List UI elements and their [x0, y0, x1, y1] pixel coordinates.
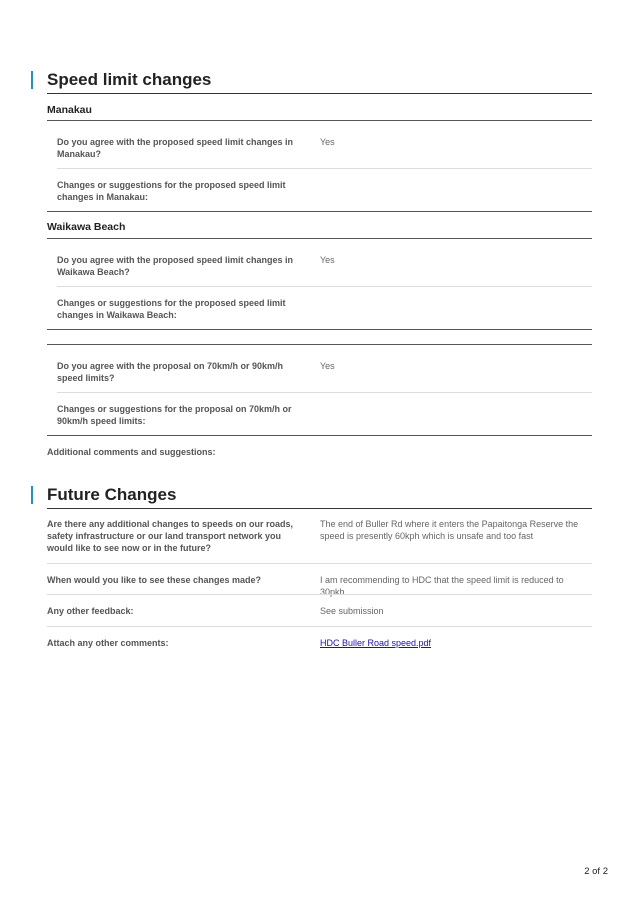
- question-attach-comments: Attach any other comments:: [47, 638, 169, 648]
- row-divider: [47, 626, 592, 627]
- group-rule: [47, 329, 592, 330]
- question-when-changes: When would you like to see these changes made?: [47, 575, 262, 585]
- answer-70-90-agree: Yes: [320, 361, 335, 371]
- section-rule: [47, 508, 592, 509]
- row-divider: [47, 594, 592, 595]
- section-title: Speed limit changes: [47, 70, 212, 89]
- question-other-feedback: Any other feedback:: [47, 606, 134, 616]
- answer-waikawa-agree: Yes: [320, 255, 335, 265]
- question-additional-changes: Are there any additional changes to speeds on our roads, safety infrastructure or our land transport network you would like to see now or in the future?: [47, 519, 294, 553]
- section-accent-bar: [31, 486, 33, 504]
- group-heading-manakau: Manakau: [47, 104, 92, 116]
- group-rule: [47, 344, 592, 345]
- group-rule: [47, 238, 592, 239]
- group-heading-waikawa-beach: Waikawa Beach: [47, 221, 126, 233]
- attachment-link[interactable]: HDC Buller Road speed.pdf: [320, 638, 432, 648]
- answer-when-changes: I am recommending to HDC that the speed limit is reduced to 30pkh.: [320, 575, 564, 597]
- answer-attach-comments: [320, 637, 592, 649]
- answer-additional-changes: The end of Buller Rd where it enters the Papaitonga Reserve the speed is presently 60kph which is unsafe and too fast: [320, 519, 579, 541]
- row-divider: [47, 563, 592, 564]
- section-accent-bar: [31, 71, 33, 89]
- question-70-90-suggestions: Changes or suggestions for the proposal on 70km/h or 90km/h speed limits:: [57, 404, 292, 426]
- question-manakau-suggestions: Changes or suggestions for the proposed speed limit changes in Manakau:: [57, 180, 286, 202]
- row-divider: [57, 286, 592, 287]
- section-rule: [47, 93, 592, 94]
- question-70-90-agree: Do you agree with the proposal on 70km/h or 90km/h speed limits?: [57, 361, 284, 383]
- answer-manakau-agree: Yes: [320, 137, 335, 147]
- group-rule: [47, 211, 592, 212]
- row-divider: [57, 392, 592, 393]
- additional-comments-label: Additional comments and suggestions:: [47, 447, 216, 457]
- group-rule: [47, 120, 592, 121]
- question-manakau-agree: Do you agree with the proposed speed limit changes in Manakau?: [57, 137, 294, 159]
- row-divider: [57, 168, 592, 169]
- answer-other-feedback: See submission: [320, 606, 384, 616]
- question-waikawa-suggestions: Changes or suggestions for the proposed speed limit changes in Waikawa Beach:: [57, 298, 286, 320]
- section-title: Future Changes: [47, 485, 177, 504]
- question-waikawa-agree: Do you agree with the proposed speed limit changes in Waikawa Beach?: [57, 255, 294, 277]
- page-number: 2 of 2: [584, 866, 608, 877]
- group-rule: [47, 435, 592, 436]
